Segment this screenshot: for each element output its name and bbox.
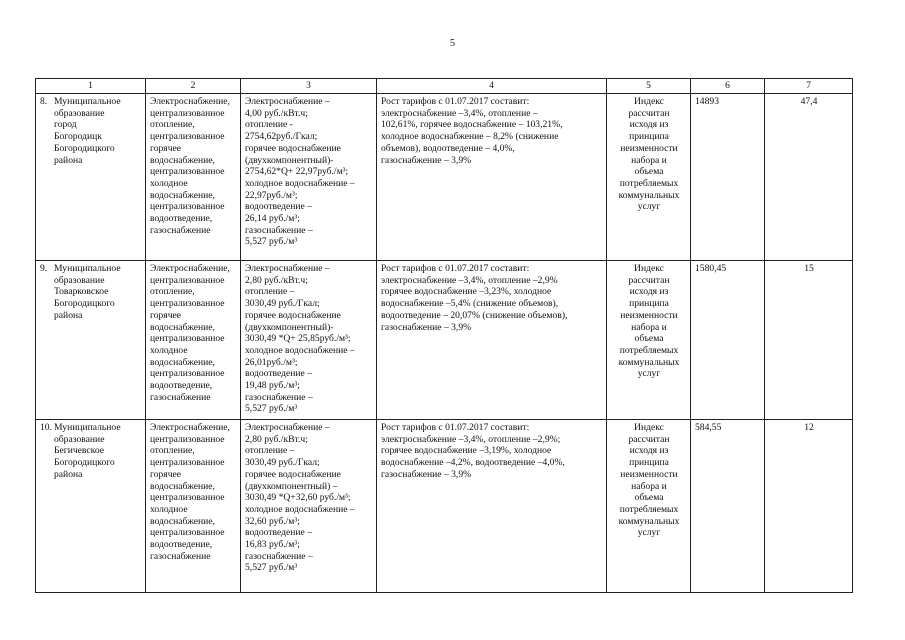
tariff-growth-line: горячее водоснабжение –3,23%, холодное xyxy=(381,286,552,298)
tariff-growth-line: газоснабжение – 3,9% xyxy=(381,321,472,333)
index-note-line: потребляемых xyxy=(619,344,679,356)
municipality-name-line: Бегичевское xyxy=(54,445,104,457)
row-number: 10. xyxy=(40,422,52,433)
tariffs-list-line: 2,80 руб./кВт.ч; xyxy=(245,433,308,445)
index-note-line: услуг xyxy=(637,201,661,213)
value-col7: 47,4 xyxy=(765,94,853,261)
tariffs-list-line: Электроснабжение – xyxy=(245,422,330,433)
services-list-line: холодное xyxy=(150,344,188,356)
services-list-line: централизованное xyxy=(150,433,225,445)
index-note-line: рассчитан xyxy=(628,433,670,445)
services-list-line: водоснабжение, xyxy=(150,515,215,527)
tariffs-list xyxy=(241,261,377,420)
tariffs-list-line: 5,527 руб./м³ xyxy=(245,403,298,415)
municipality-name-line: образование xyxy=(54,274,105,286)
services-list-line: водоснабжение, xyxy=(150,480,215,492)
tariffs-list-line: Электроснабжение – xyxy=(245,96,330,107)
tariffs-list-line: 2754,62*Q+ 22,97руб./м³; xyxy=(245,166,349,178)
table-row xyxy=(36,261,853,420)
municipality-name-line: района xyxy=(54,154,83,166)
services-list-line: централизованное xyxy=(150,298,225,310)
value-col6: 584,55 xyxy=(691,420,765,593)
index-note-line: объема xyxy=(634,166,664,178)
tariffs-list-line: 3030,49 *Q+ 25,85руб./м³; xyxy=(245,333,351,345)
services-list-line: водоотведение, xyxy=(150,380,213,392)
municipality-name-line xyxy=(40,422,142,434)
value-col6: 1580,45 xyxy=(691,261,765,420)
tariffs-list-line: 3030,49 *Q+32,60 руб./м³; xyxy=(245,492,351,504)
tariff-table xyxy=(35,78,853,593)
services-list-line: холодное xyxy=(150,503,188,515)
table-row xyxy=(36,94,853,261)
tariffs-list-line: 3030,49 руб./Гкал; xyxy=(245,457,320,469)
tariff-growth-line: водоотведение – 20,07% (снижение объемов), xyxy=(381,309,568,321)
index-note-line: Индекс xyxy=(634,422,664,433)
tariffs-list-line: (двухкомпонентный) – xyxy=(245,480,338,492)
services-list-line: горячее xyxy=(150,142,182,154)
index-note-line: рассчитан xyxy=(628,107,670,119)
tariffs-list-line: 2,80 руб./кВт.ч; xyxy=(245,274,308,286)
services-list-line: централизованное xyxy=(150,201,225,213)
header-cell: 5 xyxy=(607,79,691,94)
index-note xyxy=(607,420,691,593)
index-note-line: набора и xyxy=(631,321,667,333)
index-note-line: исходя из xyxy=(629,119,669,131)
tariff-growth-line: Рост тарифов с 01.07.2017 составит: xyxy=(381,422,530,433)
tariffs-list-line: водоотведение – xyxy=(245,201,312,213)
tariffs-list-line: 19,48 руб./м³; xyxy=(245,380,300,392)
services-list-line: Электроснабжение, xyxy=(150,422,230,433)
tariff-growth xyxy=(377,420,607,593)
index-note-line: неизменности xyxy=(620,309,678,321)
tariffs-list-line: 22,97руб./м³; xyxy=(245,189,298,201)
index-note xyxy=(607,261,691,420)
index-note-line: набора и xyxy=(631,480,667,492)
tariffs-list-line: 3030,49 руб./Гкал; xyxy=(245,298,320,310)
services-list-line: водоснабжение, xyxy=(150,189,215,201)
index-note-line: принципа xyxy=(629,131,669,143)
index-note-line: коммунальных xyxy=(618,356,680,368)
value-col7: 12 xyxy=(765,420,853,593)
services-list-line: отопление, xyxy=(150,445,195,457)
index-note-line: коммунальных xyxy=(618,515,680,527)
municipality-name-line: района xyxy=(54,468,83,480)
tariffs-list-line: (двухкомпонентный)- xyxy=(245,321,334,333)
tariffs-list-line: (двухкомпонентный)- xyxy=(245,154,334,166)
index-note-line: принципа xyxy=(629,457,669,469)
tariff-growth-line: газоснабжение – 3,9% xyxy=(381,154,472,166)
index-note-line: Индекс xyxy=(634,96,664,107)
tariffs-list-line: 26,14 руб./м³; xyxy=(245,213,300,225)
table-body xyxy=(36,94,853,593)
index-note-line: коммунальных xyxy=(618,189,680,201)
index-note-line: исходя из xyxy=(629,445,669,457)
index-note-line: потребляемых xyxy=(619,503,679,515)
tariff-growth-line: Рост тарифов с 01.07.2017 составит: xyxy=(381,263,530,274)
municipality-name-text: Муниципальное xyxy=(54,96,121,107)
index-note-line: объема xyxy=(634,333,664,345)
services-list-line: централизованное xyxy=(150,166,225,178)
header-cell: 4 xyxy=(377,79,607,94)
tariffs-list-line: отопление - xyxy=(245,119,293,131)
index-note xyxy=(607,94,691,261)
municipality-name-line: Богородицкого xyxy=(54,457,115,469)
municipality-name-line: образование xyxy=(54,433,105,445)
municipality-name-line: Богородицкого xyxy=(54,142,115,154)
tariffs-list-line: 5,527 руб./м³ xyxy=(245,236,298,248)
services-list-line: отопление, xyxy=(150,119,195,131)
tariffs-list-line: газоснабжение – xyxy=(245,550,313,562)
tariffs-list-line: водоотведение – xyxy=(245,368,312,380)
header-cell: 2 xyxy=(146,79,241,94)
index-note-line: рассчитан xyxy=(628,274,670,286)
municipality-name-line: Богородицкого xyxy=(54,298,115,310)
services-list-line: централизованное xyxy=(150,492,225,504)
index-note-line: услуг xyxy=(637,527,661,539)
tariff-growth xyxy=(377,94,607,261)
value-col7: 15 xyxy=(765,261,853,420)
index-note-line: набора и xyxy=(631,154,667,166)
services-list-line: горячее xyxy=(150,309,182,321)
tariff-growth-line: объемов), водоотведение – 4,0%, xyxy=(381,142,515,154)
municipality-name-line: района xyxy=(54,309,83,321)
services-list xyxy=(146,261,241,420)
municipality-name-line: образование xyxy=(54,107,105,119)
tariffs-list-line: Электроснабжение – xyxy=(245,263,330,274)
services-list-line: отопление, xyxy=(150,286,195,298)
tariff-growth-line: горячее водоснабжение –3,19%, холодное xyxy=(381,445,552,457)
services-list-line: водоснабжение, xyxy=(150,154,215,166)
services-list-line: централизованное xyxy=(150,274,225,286)
tariffs-list-line: 4,00 руб./кВт.ч; xyxy=(245,107,308,119)
table-row xyxy=(36,420,853,593)
services-list xyxy=(146,94,241,261)
tariff-growth-line: водоснабжение –5,4% (снижение объемов), xyxy=(381,298,559,310)
tariff-growth-line: Рост тарифов с 01.07.2017 составит: xyxy=(381,96,530,107)
row-number: 8. xyxy=(40,96,48,107)
municipality-name xyxy=(36,420,146,593)
services-list-line: централизованное xyxy=(150,333,225,345)
tariffs-list xyxy=(241,94,377,261)
row-number: 9. xyxy=(40,263,48,274)
value-col6: 14893 xyxy=(691,94,765,261)
index-note-line: неизменности xyxy=(620,142,678,154)
header-cell: 7 xyxy=(765,79,853,94)
services-list-line: централизованное xyxy=(150,131,225,143)
services-list-line: централизованное xyxy=(150,107,225,119)
index-note-line: услуг xyxy=(637,368,661,380)
tariff-growth-line: электроснабжение –3,4%, отопление –2,9% xyxy=(381,274,558,286)
header-cell: 1 xyxy=(36,79,146,94)
tariffs-list-line: горячее водоснабжение xyxy=(245,468,341,480)
services-list-line: централизованное xyxy=(150,368,225,380)
tariffs-list-line: холодное водоснабжение – xyxy=(245,503,355,515)
services-list-line: водоснабжение, xyxy=(150,321,215,333)
services-list-line: водоотведение, xyxy=(150,213,213,225)
tariffs-list-line: 16,83 руб./м³; xyxy=(245,539,300,551)
services-list-line: горячее xyxy=(150,468,182,480)
tariffs-list-line: газоснабжение – xyxy=(245,224,313,236)
header-row xyxy=(36,79,853,94)
tariff-growth-line: электроснабжение –3,4%, отопление –2,9%; xyxy=(381,433,561,445)
tariffs-list-line: горячее водоснабжение xyxy=(245,309,341,321)
services-list-line: водоснабжение, xyxy=(150,356,215,368)
tariff-growth-line: холодное водоснабжение – 8,2% (снижение xyxy=(381,131,559,143)
municipality-name xyxy=(36,94,146,261)
services-list-line: водоотведение, xyxy=(150,539,213,551)
services-list-line: холодное xyxy=(150,177,188,189)
tariffs-list-line: горячее водоснабжение xyxy=(245,142,341,154)
index-note-line: объема xyxy=(634,492,664,504)
municipality-name-line xyxy=(40,96,142,108)
services-list-line: Электроснабжение, xyxy=(150,96,230,107)
municipality-name xyxy=(36,261,146,420)
index-note-line: потребляемых xyxy=(619,177,679,189)
tariffs-list xyxy=(241,420,377,593)
services-list-line: централизованное xyxy=(150,457,225,469)
services-list xyxy=(146,420,241,593)
tariff-growth-line: водоснабжение –4,2%, водоотведение –4,0%, xyxy=(381,457,565,469)
tariffs-list-line: 32,60 руб./м³; xyxy=(245,515,300,527)
index-note-line: неизменности xyxy=(620,468,678,480)
municipality-name-text: Муниципальное xyxy=(54,263,121,274)
services-list-line: Электроснабжение, xyxy=(150,263,230,274)
municipality-name-line xyxy=(40,263,142,275)
tariff-growth-line: газоснабжение – 3,9% xyxy=(381,468,472,480)
tariffs-list-line: холодное водоснабжение – xyxy=(245,177,355,189)
header-cell: 3 xyxy=(241,79,377,94)
municipality-name-text: Муниципальное xyxy=(54,422,121,433)
tariffs-list-line: отопление – xyxy=(245,286,295,298)
tariffs-list-line: 26,01руб./м³; xyxy=(245,356,298,368)
municipality-name-line: город xyxy=(54,119,77,131)
tariffs-list-line: 5,527 руб./м³ xyxy=(245,562,298,574)
municipality-name-line: Богородицк xyxy=(54,131,102,143)
page-number: 5 xyxy=(450,38,455,49)
index-note-line: принципа xyxy=(629,298,669,310)
tariffs-list-line: 2754,62руб./Гкал; xyxy=(245,131,318,143)
tariff-growth-line: 102,61%, горячее водоснабжение – 103,21%, xyxy=(381,119,563,131)
municipality-name-line: Товарковское xyxy=(54,286,109,298)
header-cell: 6 xyxy=(691,79,765,94)
tariffs-list-line: холодное водоснабжение – xyxy=(245,344,355,356)
services-list-line: газоснабжение xyxy=(150,550,211,562)
services-list-line: газоснабжение xyxy=(150,224,211,236)
tariffs-list-line: отопление – xyxy=(245,445,295,457)
index-note-line: исходя из xyxy=(629,286,669,298)
tariffs-list-line: газоснабжение – xyxy=(245,391,313,403)
tariff-growth-line: электроснабжение –3,4%, отопление – xyxy=(381,107,538,119)
tariffs-list-line: водоотведение – xyxy=(245,527,312,539)
tariff-growth xyxy=(377,261,607,420)
index-note-line: Индекс xyxy=(634,263,664,274)
services-list-line: газоснабжение xyxy=(150,391,211,403)
services-list-line: централизованное xyxy=(150,527,225,539)
